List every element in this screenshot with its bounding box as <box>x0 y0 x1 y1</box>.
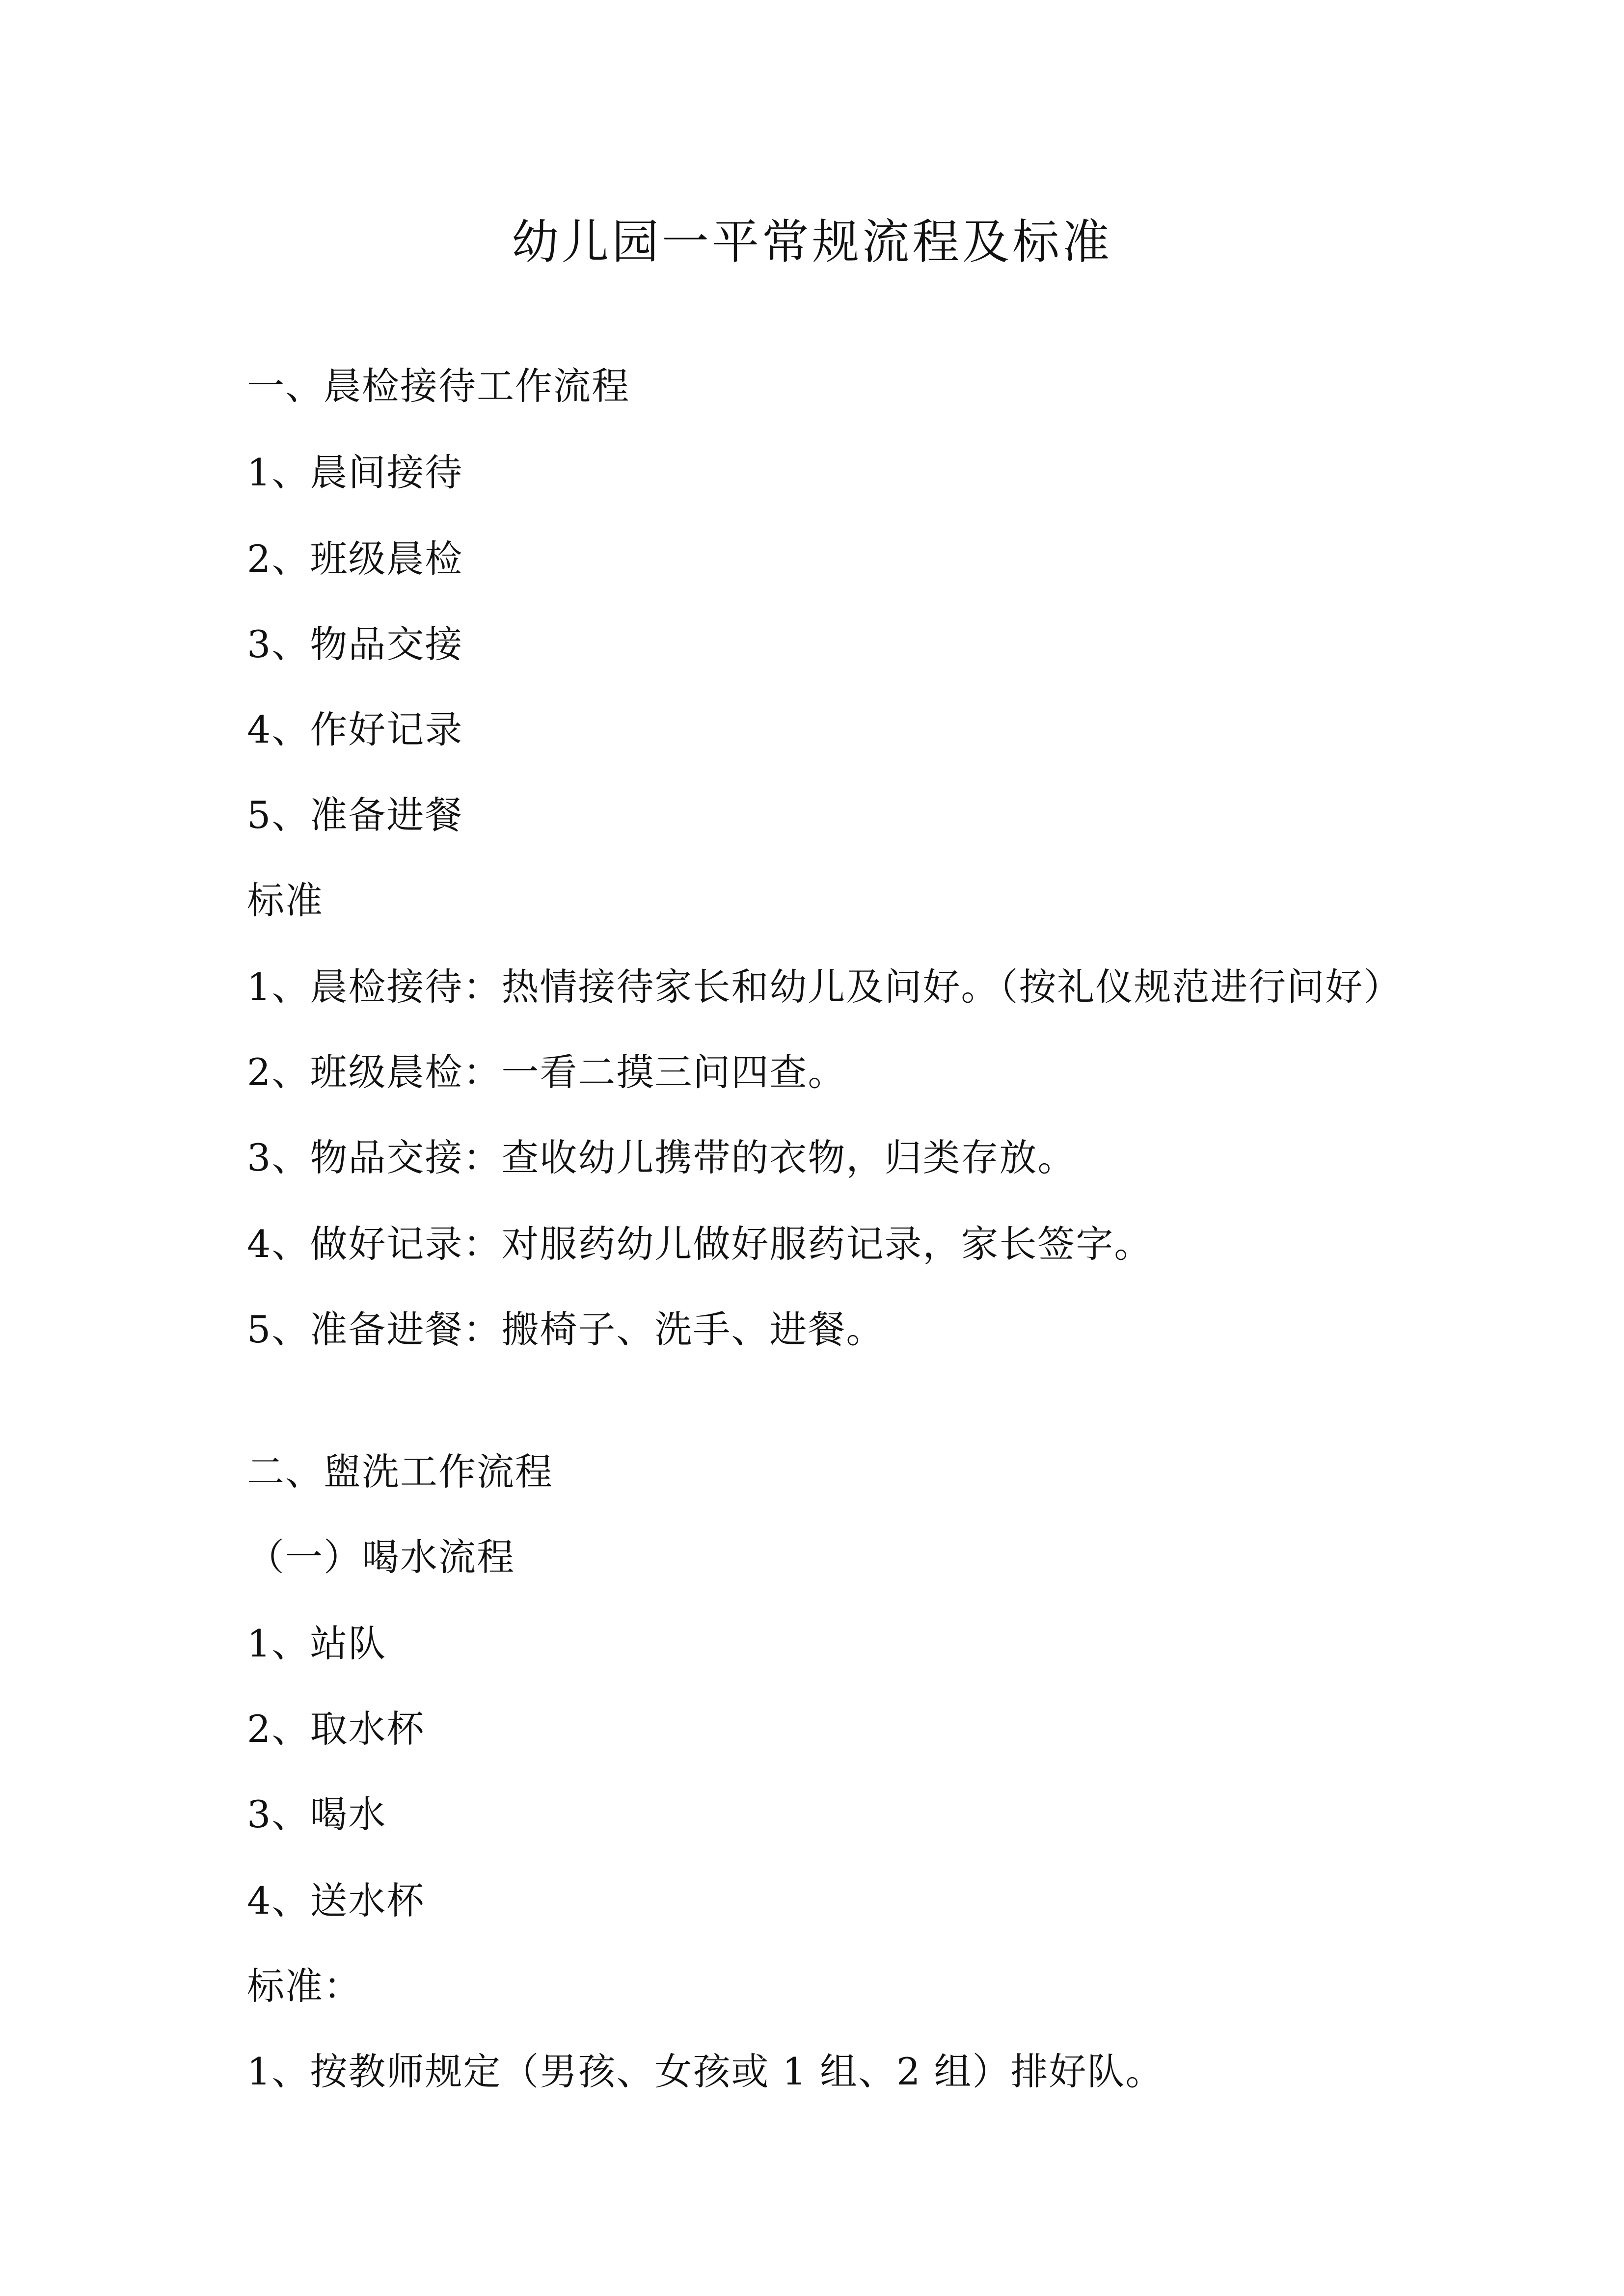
subsection-heading-drinking: （一）喝水流程 <box>247 1535 515 1579</box>
page-title: 幼儿园一平常规流程及标准 <box>512 214 1112 269</box>
standard-item: 2、班级晨检：一看二摸三问四查。 <box>247 1050 846 1094</box>
list-item: 4、送水杯 <box>247 1879 425 1922</box>
list-item: 1、站队 <box>247 1622 387 1665</box>
standard-label: 标准： <box>247 1964 362 2008</box>
standard-item: 4、做好记录：对服药幼儿做好服药记录，家长签字。 <box>247 1222 1153 1266</box>
standard-label: 标准 <box>247 879 324 922</box>
list-item: 3、喝水 <box>247 1792 387 1836</box>
standard-item: 3、物品交接：查收幼儿携带的衣物，归类存放。 <box>247 1136 1076 1179</box>
list-item: 2、班级晨检 <box>247 537 463 581</box>
standard-item: 1、按教师规定（男孩、女孩或 1 组、2 组）排好队。 <box>247 2050 1164 2093</box>
list-item: 1、晨间接待 <box>247 451 463 494</box>
list-item: 2、取水杯 <box>247 1707 425 1751</box>
standard-item: 1、晨检接待：热情接待家长和幼儿及问好。（按礼仪规范进行问好） <box>247 965 1402 1009</box>
section-heading-morning-check: 一、晨检接待工作流程 <box>247 364 630 408</box>
list-item: 3、物品交接 <box>247 622 463 666</box>
list-item: 5、准备进餐 <box>247 793 463 837</box>
standard-item: 5、准备进餐：搬椅子、洗手、进餐。 <box>247 1308 885 1351</box>
section-heading-washing: 二、盥洗工作流程 <box>247 1450 553 1494</box>
list-item: 4、作好记录 <box>247 708 463 751</box>
